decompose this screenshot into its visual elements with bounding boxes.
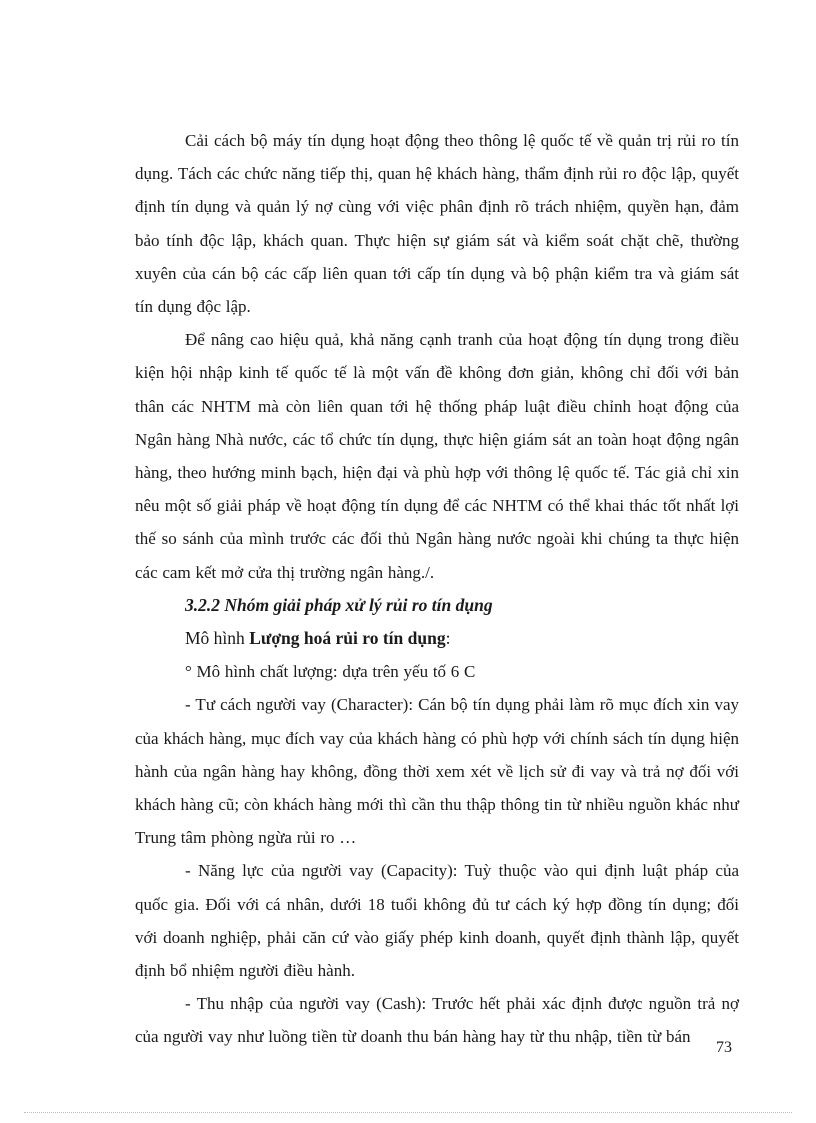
document-body xyxy=(135,124,739,1054)
quality-model-line: ° Mô hình chất lượng: dựa trên yếu tố 6 C xyxy=(185,662,476,682)
paragraph-character: - Tư cách người vay (Character): Cán bộ tín dụng phải làm rõ mục đích xin vay của khách hàng, mục đích vay của khách hàng có phù hợp với chính sách tín dụng hiện hành của ngân hàng hay không, đồng thời xem xét về lịch sử đi vay và trả nợ đối với khách hàng cũ; còn khách hàng mới thì cần thu thập thông tin từ nhiều nguồn khác như Trung tâm phòng ngừa rủi ro … xyxy=(135,695,739,848)
paragraph-capacity: - Năng lực của người vay (Capacity): Tuỳ thuộc vào qui định luật pháp của quốc gia. Đối với cá nhân, dưới 18 tuổi không đủ tư cách ký hợp đồng tín dụng; đối với doanh nghiệp, phải căn cứ vào giấy phép kinh doanh, quyết định thành lập, quyết định bổ nhiệm người điều hành. xyxy=(135,861,739,981)
footer-divider xyxy=(24,1112,792,1113)
model-heading xyxy=(135,622,739,655)
model-heading-bold: Lượng hoá rủi ro tín dụng xyxy=(249,628,446,649)
model-heading-prefix: Mô hình xyxy=(185,628,250,649)
paragraph-credit-reform: Cải cách bộ máy tín dụng hoạt động theo thông lệ quốc tế về quản trị rủi ro tín dụng. Tách các chức năng tiếp thị, quan hệ khách hàng, thẩm định rủi ro độc lập, quyết định tín dụng và quản lý nợ cùng với việc phân định rõ trách nhiệm, quyền hạn, đảm bảo tính độc lập, khách quan. Thực hiện sự giám sát và kiểm soát chặt chẽ, thường xuyên của cán bộ các cấp liên quan tới cấp tín dụng và bộ phận kiểm tra và giám sát tín dụng độc lập. xyxy=(135,131,739,317)
model-heading-suffix: : xyxy=(445,628,451,649)
page-number: 73 xyxy=(716,1039,732,1056)
section-heading: 3.2.2 Nhóm giải pháp xử lý rủi ro tín dụng xyxy=(185,594,493,615)
paragraph-cash: - Thu nhập của người vay (Cash): Trước hết phải xác định được nguồn trả nợ của người vay như luồng tiền từ doanh thu bán hàng hay từ thu nhập, tiền từ bán xyxy=(135,994,739,1047)
paragraph-competitiveness: Để nâng cao hiệu quả, khả năng cạnh tranh của hoạt động tín dụng trong điều kiện hội nhập kinh tế quốc tế là một vấn đề không đơn giản, không chỉ đối với bản thân các NHTM mà còn liên quan tới hệ thống pháp luật điều chỉnh hoạt động của Ngân hàng Nhà nước, các tổ chức tín dụng, thực hiện giám sát an toàn hoạt động ngân hàng, theo hướng minh bạch, hiện đại và phù hợp với thông lệ quốc tế. Tác giả chỉ xin nêu một số giải pháp về hoạt động tín dụng để các NHTM có thể khai thác tốt nhất lợi thế so sánh của mình trước các đối thủ Ngân hàng nước ngoài khi chúng ta thực hiện các cam kết mở cửa thị trường ngân hàng./. xyxy=(135,330,739,582)
